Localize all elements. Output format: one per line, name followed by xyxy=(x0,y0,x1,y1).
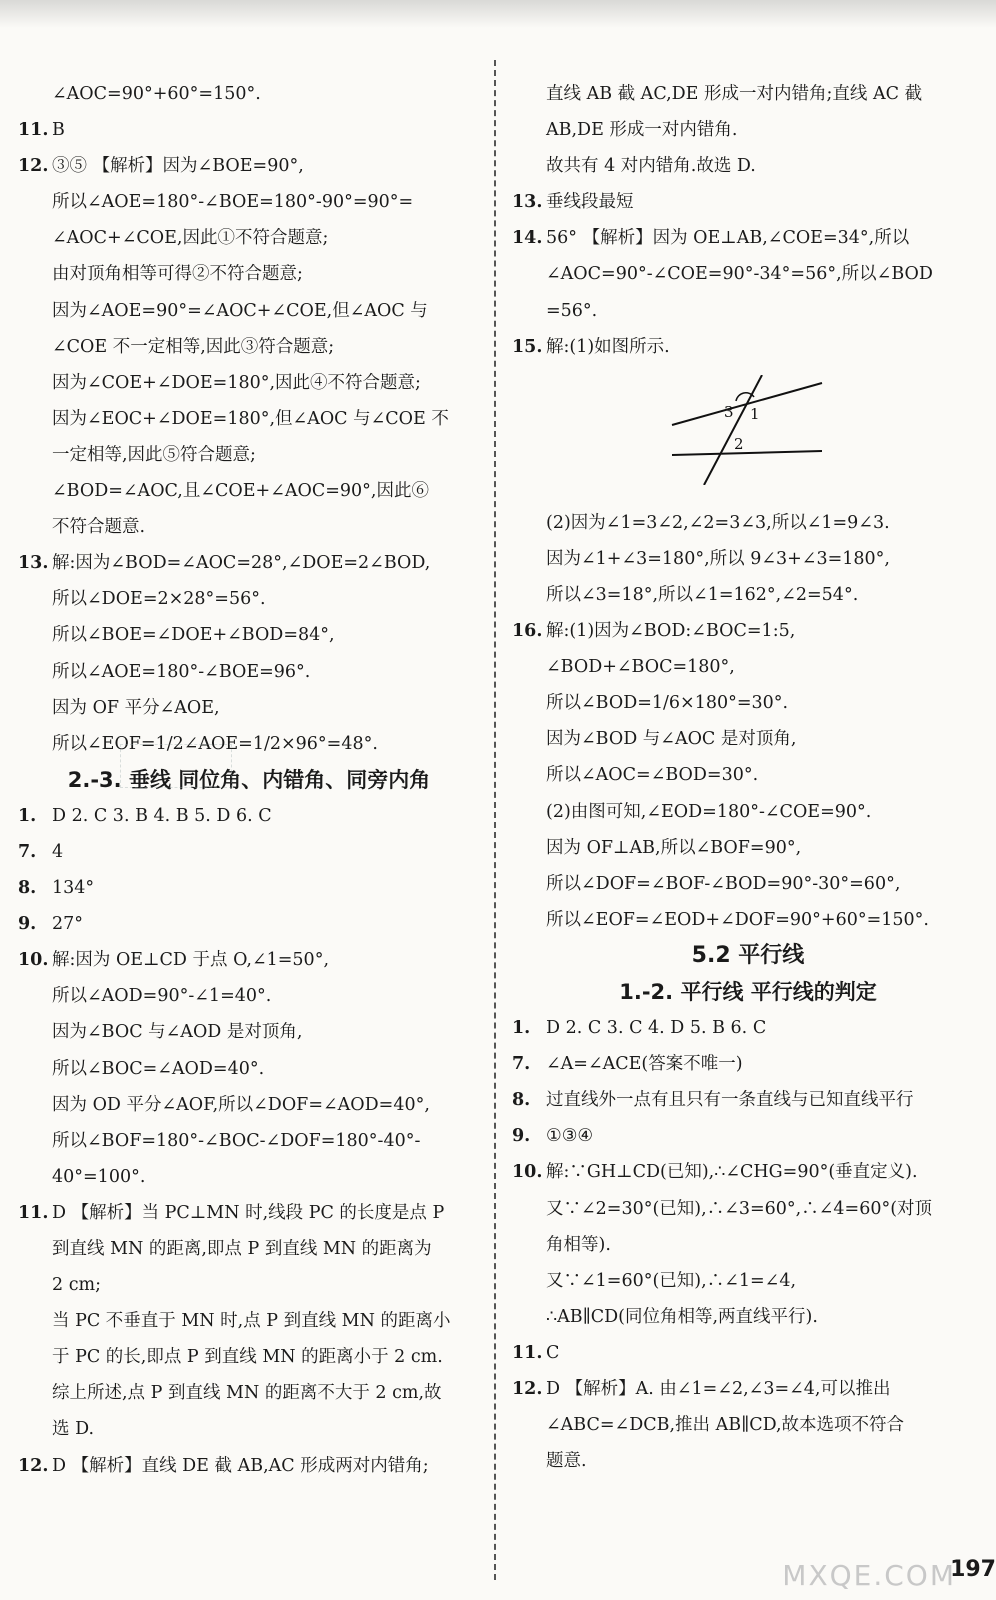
answer-continuation: 所以∠BOC=∠AOD=40°. xyxy=(52,1058,265,1079)
answer-line xyxy=(512,1371,984,1407)
answer-continuation: 题意. xyxy=(546,1451,587,1472)
answer-continuation: 所以∠BOE=∠DOE+∠BOD=84°, xyxy=(52,625,335,646)
answer-text: 134° xyxy=(52,878,95,899)
answer-text: D 2. C 3. B 4. B 5. D 6. C xyxy=(52,805,272,826)
figure-label: 2 xyxy=(734,434,744,453)
question-number: 8. xyxy=(512,1090,531,1111)
answer-text: 解:因为∠BOD=∠AOC=28°,∠DOE=2∠BOD, xyxy=(52,553,431,574)
answer-continuation: 角相等). xyxy=(546,1234,611,1255)
answer-continuation: 因为∠BOC 与∠AOD 是对顶角, xyxy=(52,1022,303,1043)
answer-text: C xyxy=(546,1342,560,1363)
answer-continuation: 所以∠BOF=180°-∠BOC-∠DOF=180°-40°- xyxy=(52,1130,421,1151)
answer-line xyxy=(18,148,480,184)
column-divider xyxy=(494,60,496,1580)
scan-top-band xyxy=(0,0,996,28)
answer-text: B xyxy=(52,120,65,141)
answer-continuation: ∠AOC+∠COE,因此①不符合题意; xyxy=(52,228,329,249)
answer-continuation: 故共有 4 对内错角.故选 D. xyxy=(546,156,756,177)
answer-text: D 【解析】当 PC⊥MN 时,线段 PC 的长度是点 P xyxy=(52,1202,445,1223)
answer-text: ①③④ xyxy=(546,1126,594,1147)
answer-continuation: (2)因为∠1=3∠2,∠2=3∠3,所以∠1=9∠3. xyxy=(546,512,890,533)
answer-continuation: 所以∠AOD=90°-∠1=40°. xyxy=(52,986,272,1007)
figure-label: 3 xyxy=(724,402,734,421)
question-number: 15. xyxy=(512,336,543,357)
question-number: 12. xyxy=(18,156,49,177)
answer-continuation: 所以∠EOF=1/2∠AOE=1/2×96°=48°. xyxy=(52,733,378,754)
question-number: 11. xyxy=(18,1202,49,1223)
answer-continuation: ∠BOD+∠BOC=180°, xyxy=(546,657,735,678)
answer-continuation: 2 cm; xyxy=(52,1275,101,1296)
answer-line xyxy=(512,184,984,220)
page-number: 197 xyxy=(950,1557,996,1582)
answer-text: 解:因为 OE⊥CD 于点 O,∠1=50°, xyxy=(52,950,330,971)
answer-line xyxy=(18,906,480,942)
answer-continuation: 因为 OF 平分∠AOE, xyxy=(52,697,220,718)
answer-text: 解:(1)如图所示. xyxy=(546,336,670,357)
question-number: 11. xyxy=(18,120,49,141)
answer-text: ③⑤ 【解析】因为∠BOE=90°, xyxy=(52,156,304,177)
answer-line xyxy=(512,1010,984,1046)
answer-continuation: ∠BOD=∠AOC,且∠COE+∠AOC=90°,因此⑥ xyxy=(52,481,429,502)
answer-continuation: ∠ABC=∠DCB,推出 AB∥CD,故本选项不符合 xyxy=(546,1415,905,1436)
answer-line xyxy=(18,1448,480,1484)
question-number: 7. xyxy=(512,1054,531,1075)
answer-continuation: 所以∠BOD=1/6×180°=30°. xyxy=(546,693,789,714)
answer-line xyxy=(512,613,984,649)
answer-line xyxy=(512,220,984,256)
answer-continuation: 一定相等,因此⑤符合题意; xyxy=(52,444,256,465)
answer-text: 56° 【解析】因为 OE⊥AB,∠COE=34°,所以 xyxy=(546,228,910,249)
answer-continuation: 因为∠AOE=90°=∠AOC+∠COE,但∠AOC 与 xyxy=(52,300,428,321)
answer-continuation: ∠AOC=90°-∠COE=90°-34°=56°,所以∠BOD xyxy=(546,264,933,285)
stamp-mark xyxy=(120,744,232,788)
answer-continuation: AB,DE 形成一对内错角. xyxy=(546,120,738,141)
answer-text: D 【解析】直线 DE 截 AB,AC 形成两对内错角; xyxy=(52,1455,429,1476)
right-column xyxy=(512,76,984,1479)
answer-continuation: 所以∠AOE=180°-∠BOE=96°. xyxy=(52,661,311,682)
answer-text: D 2. C 3. C 4. D 5. B 6. C xyxy=(546,1018,767,1039)
answer-line xyxy=(18,112,480,148)
question-number: 9. xyxy=(512,1126,531,1147)
answer-continuation: 于 PC 的长,即点 P 到直线 MN 的距离小于 2 cm. xyxy=(52,1347,443,1368)
answer-continuation: 所以∠EOF=∠EOD+∠DOF=90°+60°=150°. xyxy=(546,909,929,930)
question-number: 14. xyxy=(512,228,543,249)
answer-continuation: 因为 OD 平分∠AOF,所以∠DOF=∠AOD=40°, xyxy=(52,1094,430,1115)
answer-continuation: 选 D. xyxy=(52,1419,95,1440)
question-number: 8. xyxy=(18,878,37,899)
answer-continuation: 由对顶角相等可得②不符合题意; xyxy=(52,264,303,285)
answer-continuation: 又∵∠1=60°(已知),∴∠1=∠4, xyxy=(546,1270,797,1291)
answer-line xyxy=(512,1082,984,1118)
answer-line xyxy=(18,1195,480,1231)
answer-continuation: 到直线 MN 的距离,即点 P 到直线 MN 的距离为 xyxy=(52,1239,432,1259)
answer-text: 过直线外一点有且只有一条直线与已知直线平行 xyxy=(546,1090,914,1111)
watermark: MXQE.COM xyxy=(782,1559,956,1592)
answer-continuation: 综上所述,点 P 到直线 MN 的距离不大于 2 cm,故 xyxy=(52,1383,442,1404)
question-number: 7. xyxy=(18,841,37,862)
answer-continuation: 直线 AB 截 AC,DE 形成一对内错角;直线 AC 截 xyxy=(546,84,923,104)
answer-line xyxy=(18,798,480,834)
section-heading: 1.-2. 平行线 平行线的判定 xyxy=(619,979,877,1004)
answer-continuation: 因为∠1+∠3=180°,所以 9∠3+∠3=180°, xyxy=(546,548,890,569)
question-number: 10. xyxy=(18,950,49,971)
answer-continuation: 所以∠3=18°,所以∠1=162°,∠2=54°. xyxy=(546,584,859,605)
answer-continuation: ∠AOC=90°+60°=150°. xyxy=(52,84,261,104)
question-number: 1. xyxy=(512,1018,531,1039)
section-heading: 5.2 平行线 xyxy=(691,942,805,968)
question-number: 1. xyxy=(18,805,37,826)
answer-text: 解:(1)因为∠BOD:∠BOC=1:5, xyxy=(546,621,796,642)
answer-continuation: 所以∠AOE=180°-∠BOE=180°-90°=90°= xyxy=(52,192,414,213)
answer-continuation: 因为∠BOD 与∠AOC 是对顶角, xyxy=(546,729,797,750)
answer-line xyxy=(512,1046,984,1082)
answer-line xyxy=(512,1154,984,1190)
answer-line xyxy=(512,329,984,365)
answer-continuation: 所以∠AOC=∠BOD=30°. xyxy=(546,765,759,786)
answer-text: 解:∵GH⊥CD(已知),∴∠CHG=90°(垂直定义). xyxy=(546,1162,918,1183)
answer-line xyxy=(512,1335,984,1371)
answer-text: 4 xyxy=(52,841,64,862)
answer-line xyxy=(18,870,480,906)
figure-label: 1 xyxy=(750,404,760,423)
answer-text: ∠A=∠ACE(答案不唯一) xyxy=(546,1054,743,1075)
answer-continuation: 所以∠DOF=∠BOF-∠BOD=90°-30°=60°, xyxy=(546,873,901,894)
answer-continuation: ∴AB∥CD(同位角相等,两直线平行). xyxy=(546,1306,818,1327)
question-number: 16. xyxy=(512,621,543,642)
answer-line xyxy=(18,545,480,581)
question-number: 12. xyxy=(512,1379,543,1399)
left-column xyxy=(18,76,480,1484)
answer-continuation: ∠COE 不一定相等,因此③符合题意; xyxy=(52,336,335,357)
answer-line xyxy=(512,1118,984,1154)
section-heading: 2.-3. 垂线 同位角、内错角、同旁内角 xyxy=(67,767,431,792)
question-number: 12. xyxy=(18,1455,49,1476)
question-number: 9. xyxy=(18,914,37,935)
answer-continuation: 当 PC 不垂直于 MN 时,点 P 到直线 MN 的距离小 xyxy=(52,1311,451,1332)
answer-text: 垂线段最短 xyxy=(546,192,634,213)
answer-continuation: (2)由图可知,∠EOD=180°-∠COE=90°. xyxy=(546,801,872,822)
answer-text: D 【解析】A. 由∠1=∠2,∠3=∠4,可以推出 xyxy=(546,1379,891,1399)
question-number: 11. xyxy=(512,1342,543,1363)
answer-continuation: 因为 OF⊥AB,所以∠BOF=90°, xyxy=(546,837,802,858)
answer-continuation: 因为∠EOC+∠DOE=180°,但∠AOC 与∠COE 不 xyxy=(52,408,449,429)
answer-text: 27° xyxy=(52,914,84,935)
answer-continuation: 所以∠DOE=2×28°=56°. xyxy=(52,589,266,610)
answer-continuation: 40°=100°. xyxy=(52,1166,146,1187)
answer-continuation: 因为∠COE+∠DOE=180°,因此④不符合题意; xyxy=(52,372,421,393)
figure-intersecting-lines xyxy=(512,365,984,505)
answer-continuation: =56°. xyxy=(546,300,598,321)
answer-continuation: 又∵∠2=30°(已知),∴∠3=60°,∴∠4=60°(对顶 xyxy=(546,1198,933,1219)
question-number: 13. xyxy=(18,553,49,574)
question-number: 13. xyxy=(512,192,543,213)
answer-line xyxy=(18,942,480,978)
answer-line xyxy=(18,834,480,870)
answer-continuation: 不符合题意. xyxy=(52,517,146,538)
question-number: 10. xyxy=(512,1162,543,1183)
